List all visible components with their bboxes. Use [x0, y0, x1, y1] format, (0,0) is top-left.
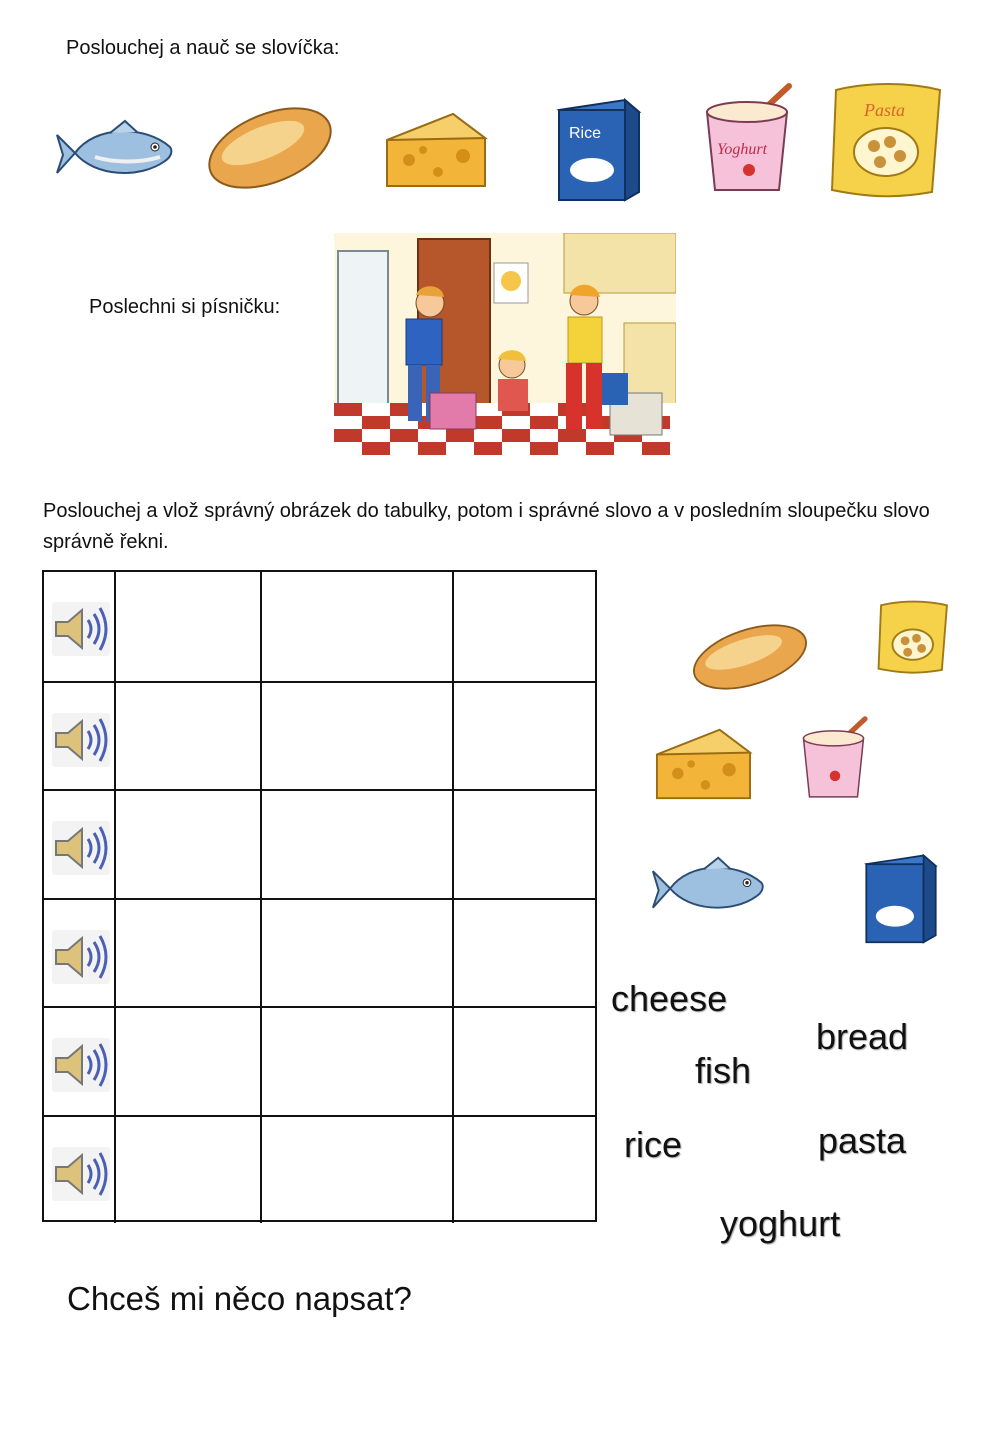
kitchen-scene-image[interactable]: [334, 233, 676, 455]
speak-cell[interactable]: [452, 900, 595, 1007]
audio-cell: [44, 900, 114, 1007]
picture-drop-cell[interactable]: [114, 683, 260, 790]
cheese-icon[interactable]: [383, 110, 488, 190]
instructions-text: Poslouchej a vlož správný obrázek do tabulky, potom i správné slovo a v posledním sloupečku slovo správně řekni.: [43, 500, 930, 553]
vocab-heading: Poslouchej a nauč se slovíčka:: [66, 37, 340, 59]
speak-cell[interactable]: [452, 791, 595, 898]
word-cheese[interactable]: cheese: [611, 978, 728, 1019]
speaker-icon[interactable]: [52, 602, 110, 656]
pasta-draggable-icon[interactable]: [876, 598, 952, 676]
picture-drop-cell[interactable]: [114, 1117, 260, 1224]
word-drop-cell[interactable]: [260, 572, 452, 681]
rice-draggable-icon[interactable]: [862, 852, 940, 944]
table-row: [44, 681, 595, 790]
speaker-icon[interactable]: [52, 1147, 110, 1201]
word-drop-cell[interactable]: [260, 683, 452, 790]
word-drop-cell[interactable]: [260, 791, 452, 898]
pasta-bag-icon[interactable]: [828, 80, 948, 200]
word-drop-cell[interactable]: [260, 900, 452, 1007]
table-row: [44, 572, 595, 681]
table-row: [44, 789, 595, 898]
yoghurt-label: Yoghurt: [717, 141, 768, 158]
table-row: [44, 1006, 595, 1115]
picture-drop-cell[interactable]: [114, 900, 260, 1007]
table-row: [44, 898, 595, 1007]
fish-draggable-icon[interactable]: [648, 852, 774, 924]
answer-table: [42, 570, 597, 1222]
word-drop-cell[interactable]: [260, 1117, 452, 1224]
audio-cell: [44, 1117, 114, 1224]
audio-cell: [44, 683, 114, 790]
table-row: [44, 1115, 595, 1224]
rice-box-label: Rice: [569, 125, 602, 142]
word-yoghurt[interactable]: yoghurt: [720, 1203, 841, 1244]
speaker-icon[interactable]: [52, 713, 110, 767]
speaker-icon[interactable]: [52, 821, 110, 875]
audio-cell: [44, 572, 114, 681]
bread-draggable-icon[interactable]: [690, 616, 810, 698]
rice-box-icon[interactable]: [555, 96, 643, 202]
audio-cell: [44, 791, 114, 898]
speaker-icon[interactable]: [52, 1038, 110, 1092]
pasta-label: Pasta: [864, 100, 906, 120]
speak-cell[interactable]: [452, 1008, 595, 1115]
word-bread[interactable]: bread: [816, 1016, 909, 1057]
footer-prompt: Chceš mi něco napsat?: [67, 1280, 412, 1317]
word-rice[interactable]: rice: [624, 1124, 683, 1165]
audio-cell: [44, 1008, 114, 1115]
picture-drop-cell[interactable]: [114, 572, 260, 681]
picture-drop-cell[interactable]: [114, 1008, 260, 1115]
speaker-icon[interactable]: [52, 930, 110, 984]
word-fish[interactable]: fish: [695, 1050, 752, 1091]
word-pasta[interactable]: pasta: [818, 1120, 907, 1161]
bread-icon[interactable]: [205, 103, 335, 193]
song-heading: Poslechni si písničku:: [89, 296, 281, 318]
word-drop-cell[interactable]: [260, 1008, 452, 1115]
yoghurt-icon[interactable]: [697, 82, 801, 197]
fish-icon[interactable]: [55, 115, 180, 190]
picture-drop-cell[interactable]: [114, 791, 260, 898]
yoghurt-draggable-icon[interactable]: [796, 714, 874, 804]
speak-cell[interactable]: [452, 1117, 595, 1224]
speak-cell[interactable]: [452, 683, 595, 790]
speak-cell[interactable]: [452, 572, 595, 681]
cheese-draggable-icon[interactable]: [650, 726, 756, 802]
